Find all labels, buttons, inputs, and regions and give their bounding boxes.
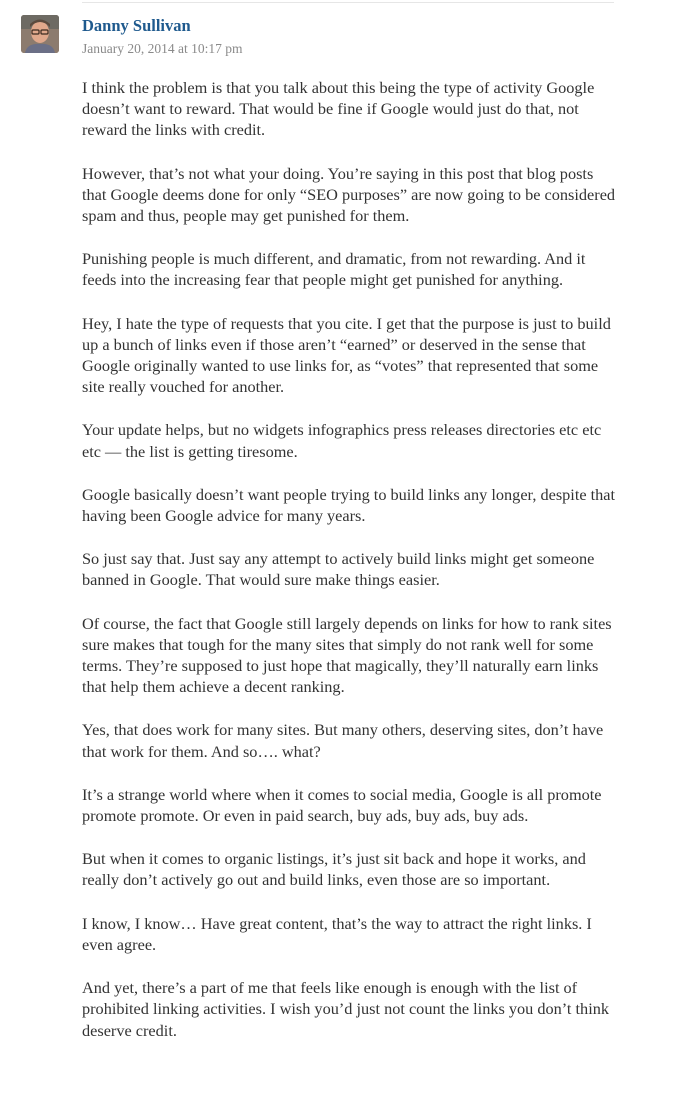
comment-author[interactable]: Danny Sullivan	[82, 16, 191, 35]
comment-paragraph: Google basically doesn’t want people trying to build links any longer, despite that having been Google advice for many years.	[82, 484, 616, 526]
avatar[interactable]	[21, 15, 59, 53]
user-photo-avatar-icon	[21, 15, 59, 53]
comment-body	[82, 77, 618, 1063]
comment-date[interactable]: January 20, 2014 at 10:17 pm	[82, 41, 243, 56]
comment-divider	[82, 2, 614, 3]
comment-paragraph: I know, I know… Have great content, that’s the way to attract the right links. I even agree.	[82, 913, 592, 954]
comment-paragraph: So just say that. Just say any attempt to actively build links might get someone banned in Google. That would sure make things easier.	[82, 549, 595, 590]
comment-paragraph: It’s a strange world where when it comes to social media, Google is all promote promote promote. Or even in paid search, buy ads, buy ads, buy ads.	[82, 784, 602, 826]
comment-paragraph: Punishing people is much different, and dramatic, from not rewarding. And it feeds into the increasing fear that people might get punished for anything.	[82, 249, 586, 290]
comment-paragraph: But when it comes to organic listings, it’s just sit back and hope it works, and really don’t actively go out and build links, even those are so important.	[82, 849, 586, 890]
comment-paragraph: However, that’s not what your doing. You’re saying in this post that blog posts that Google deems done for only “SEO purposes” are now going to be considered spam and thus, people may get punished for them.	[82, 163, 616, 226]
comment-paragraph: Yes, that does work for many sites. But many others, deserving sites, don’t have that work for them. And so…. what?	[82, 720, 604, 761]
comment-paragraph: Hey, I hate the type of requests that you cite. I get that the purpose is just to build up a bunch of links even if those aren’t “earned” or deserved in the sense that Google originally wanted to use links for, as “votes” that represented that some site really vouched for another.	[82, 313, 611, 397]
comment-paragraph: I think the problem is that you talk about this being the type of activity Google doesn’t want to reward. That would be fine if Google would just do that, not reward the links with credit.	[82, 78, 595, 140]
comment-paragraph: Of course, the fact that Google still largely depends on links for how to rank sites sure makes that tough for the many sites that simply do not rank well for some terms. They’re supposed to just hope that magically, they’ll naturally earn links that help them achieve a decent ranking.	[82, 613, 612, 697]
comment-paragraph: And yet, there’s a part of me that feels like enough is enough with the list of prohibited linking activities. I wish you’d just not count the links you don’t think deserve credit.	[82, 978, 609, 1040]
comment-paragraph: Your update helps, but no widgets infographics press releases directories etc etc etc — the list is getting tiresome.	[82, 420, 602, 461]
